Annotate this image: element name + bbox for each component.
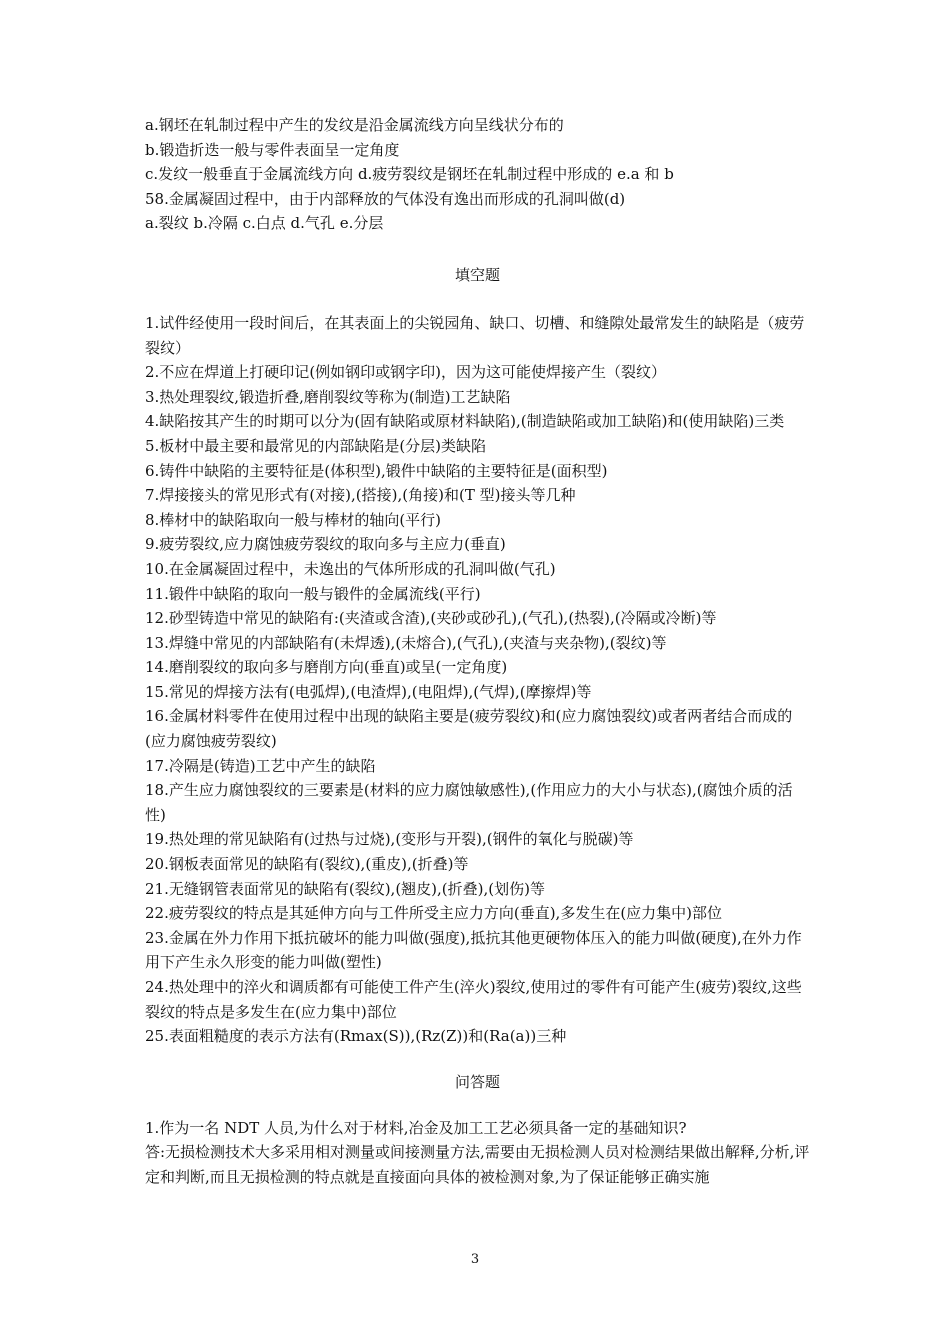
fill-in-item: 23.金属在外力作用下抵抗破坏的能力叫做(强度),抵抗其他更硬物体压入的能力叫做(硬度),在外力作用下产生永久形变的能力叫做(塑性)	[145, 928, 802, 972]
option-line: a.钢坯在轧制过程中产生的发纹是沿金属流线方向呈线状分布的	[145, 116, 564, 134]
fill-in-item: 6.铸件中缺陷的主要特征是(体积型),锻件中缺陷的主要特征是(面积型)	[145, 461, 608, 480]
section-heading-fill-in: 填空题	[454, 265, 500, 284]
fill-in-item: 3.热处理裂纹,锻造折叠,磨削裂纹等称为(制造)工艺缺陷	[145, 387, 511, 406]
fill-in-item: 22.疲劳裂纹的特点是其延伸方向与工件所受主应力方向(垂直),多发生在(应力集中)部位	[145, 904, 723, 923]
section-heading-qa: 问答题	[454, 1072, 500, 1091]
page-content	[145, 113, 810, 1190]
fill-in-item: 15.常见的焊接方法有(电弧焊),(电渣焊),(电阻焊),(气焊),(摩擦焊)等	[145, 682, 592, 701]
fill-in-item: 9.疲劳裂纹,应力腐蚀疲劳裂纹的取向多与主应力(垂直)	[145, 535, 506, 554]
fill-in-item: 25.表面粗糙度的表示方法有(Rmax(S)),(Rz(Z))和(Ra(a))三种	[145, 1027, 567, 1046]
fill-in-list	[145, 311, 810, 1049]
fill-in-item: 19.热处理的常见缺陷有(过热与过烧),(变形与开裂),(钢件的氧化与脱碳)等	[145, 830, 634, 849]
option-line: c.发纹一般垂直于金属流线方向 d.疲劳裂纹是钢坯在轧制过程中形成的 e.a 和 b	[145, 165, 674, 184]
fill-in-item: 11.锻件中缺陷的取向一般与锻件的金属流线(平行)	[145, 584, 481, 603]
fill-in-item: 16.金属材料零件在使用过程中出现的缺陷主要是(疲劳裂纹)和(应力腐蚀裂纹)或者两者结合而成的(应力腐蚀疲劳裂纹)	[145, 707, 793, 751]
page-number: 3	[470, 1252, 480, 1267]
fill-in-item: 17.冷隔是(铸造)工艺中产生的缺陷	[145, 756, 376, 775]
top-section	[145, 113, 810, 236]
question-line: 58.金属凝固过程中，由于内部释放的气体没有逸出而形成的孔洞叫做(d)	[145, 189, 626, 208]
option-line: b.锻造折迭一般与零件表面呈一定角度	[145, 140, 400, 159]
fill-in-item: 10.在金属凝固过程中，未逸出的气体所形成的孔洞叫做(气孔)	[145, 559, 556, 578]
fill-in-item: 1.试件经使用一段时间后，在其表面上的尖锐园角、缺口、切槽、和缝隙处最常发生的缺陷是（疲劳裂纹）	[145, 313, 805, 357]
qa-block	[145, 1116, 810, 1190]
fill-in-item: 2.不应在焊道上打硬印记(例如钢印或钢字印)，因为这可能使焊接产生（裂纹）	[145, 363, 667, 382]
fill-in-item: 5.板材中最主要和最常见的内部缺陷是(分层)类缺陷	[145, 436, 487, 455]
fill-in-item: 18.产生应力腐蚀裂纹的三要素是(材料的应力腐蚀敏感性),(作用应力的大小与状态),(腐蚀介质的活性)	[145, 781, 793, 824]
fill-in-item: 7.焊接接头的常见形式有(对接),(搭接),(角接)和(T 型)接头等几种	[145, 486, 576, 505]
fill-in-item: 12.砂型铸造中常见的缺陷有:(夹渣或含渣),(夹砂或砂孔),(气孔),(热裂),(冷隔或冷断)等	[145, 609, 717, 628]
option-line: a.裂纹 b.冷隔 c.白点 d.气孔 e.分层	[145, 214, 384, 233]
qa-answer: 答:无损检测技术大多采用相对测量或间接测量方法,需要由无损检测人员对检测结果做出解释,分析,评定和判断,而且无损检测的特点就是直接面向具体的被检测对象,为了保证能够正确实施	[145, 1143, 810, 1186]
fill-in-item: 20.钢板表面常见的缺陷有(裂纹),(重皮),(折叠)等	[145, 855, 469, 874]
fill-in-item: 8.棒材中的缺陷取向一般与棒材的轴向(平行)	[145, 510, 442, 529]
fill-in-item: 21.无缝钢管表面常见的缺陷有(裂纹),(翘皮),(折叠),(划伤)等	[145, 879, 545, 898]
fill-in-item: 24.热处理中的淬火和调质都有可能使工件产生(淬火)裂纹,使用过的零件有可能产生(疲劳)裂纹,这些裂纹的特点是多发生在(应力集中)部位	[145, 978, 802, 1021]
fill-in-item: 14.磨削裂纹的取向多与磨削方向(垂直)或呈(一定角度)	[145, 658, 508, 677]
qa-question: 1.作为一名 NDT 人员,为什么对于材料,冶金及加工工艺必须具备一定的基础知识?	[145, 1118, 687, 1137]
fill-in-item: 13.焊缝中常见的内部缺陷有(未焊透),(未熔合),(气孔),(夹渣与夹杂物),(裂纹)等	[145, 633, 667, 652]
fill-in-item: 4.缺陷按其产生的时期可以分为(固有缺陷或原材料缺陷),(制造缺陷或加工缺陷)和(使用缺陷)三类	[145, 412, 785, 431]
